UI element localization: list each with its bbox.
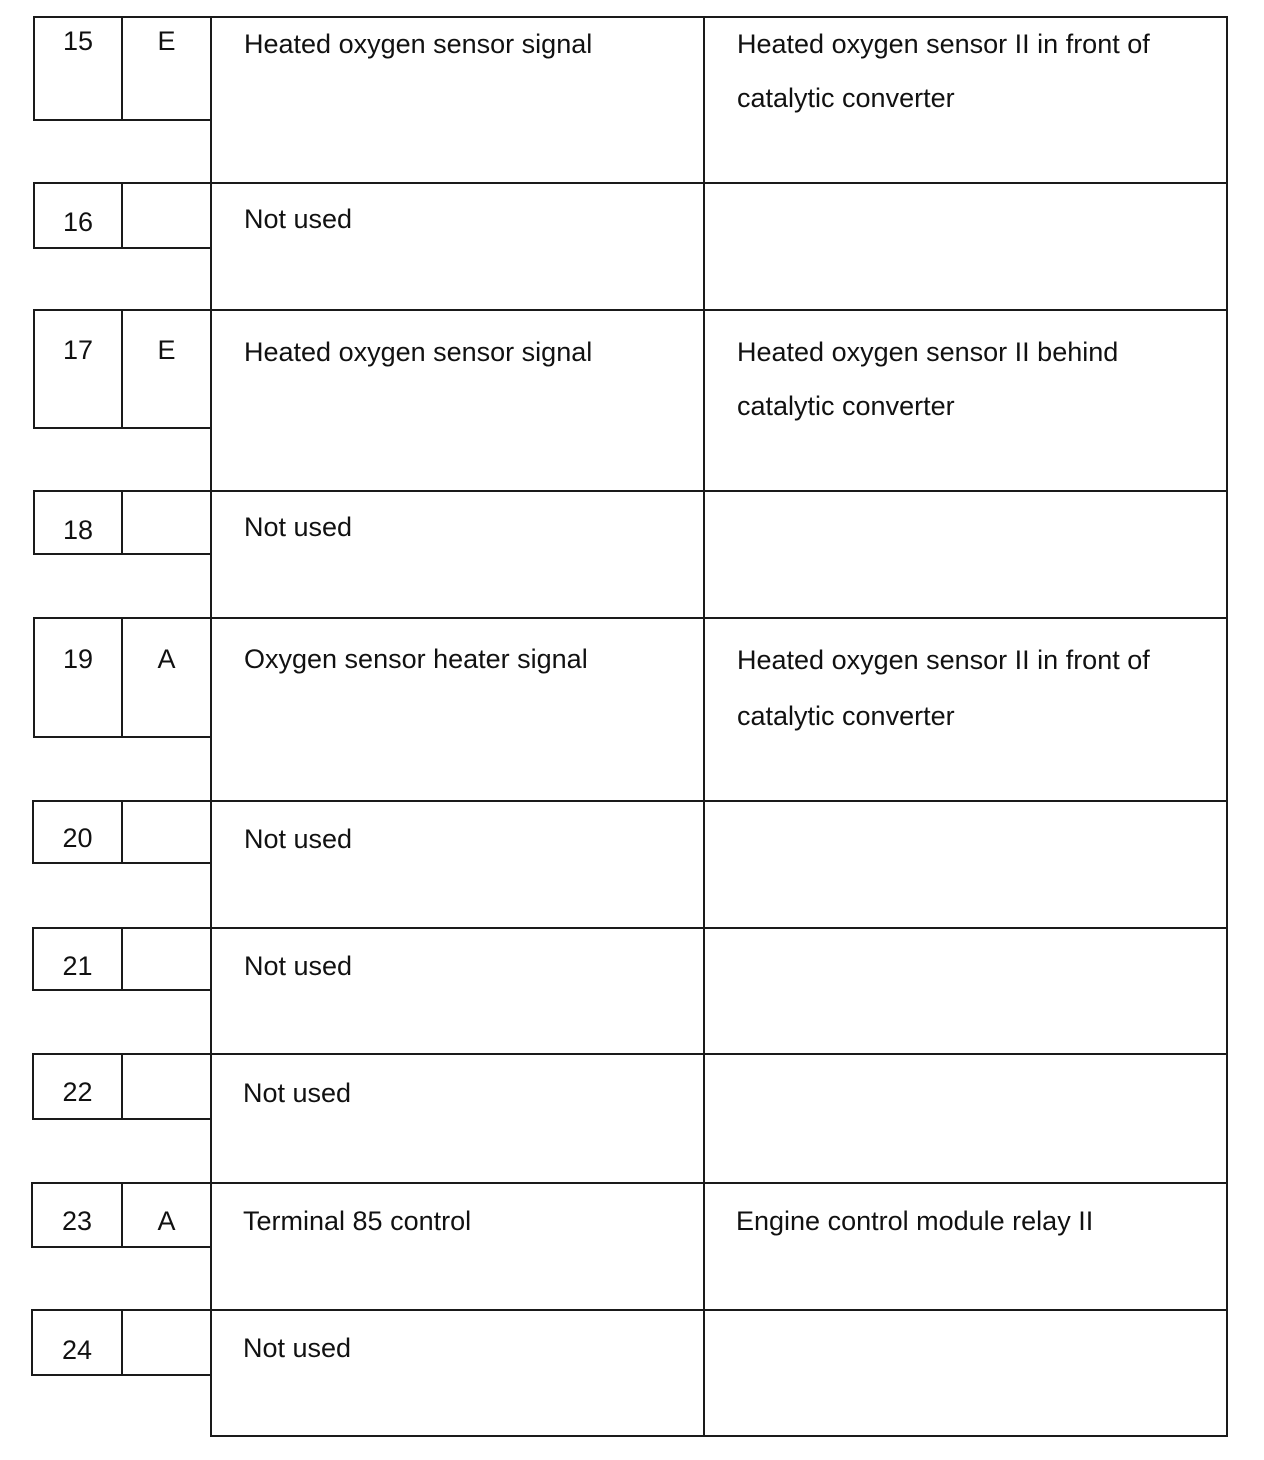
location-cell [703, 1182, 1228, 1248]
signal-description: Not used [244, 951, 353, 981]
signal-description: Not used [244, 204, 353, 234]
spacer-row [210, 736, 1228, 802]
signal-code: E [157, 26, 176, 56]
location-cell [703, 16, 1228, 121]
location-cell [703, 927, 1228, 991]
code-cell [121, 1309, 212, 1376]
pin-number: 24 [61, 1335, 93, 1365]
description-cell [210, 617, 705, 738]
pin-cell [31, 1182, 123, 1248]
code-cell [121, 490, 212, 555]
pin-number: 18 [62, 515, 94, 545]
table-row [0, 1182, 1264, 1248]
pin-cell [32, 1053, 123, 1120]
location-cell [703, 309, 1228, 429]
signal-description: Not used [244, 824, 353, 854]
spacer-row [210, 862, 1228, 929]
pin-number: 21 [62, 951, 93, 981]
pin-cell [33, 617, 123, 738]
table-row [0, 1053, 1264, 1120]
description-cell [210, 1309, 705, 1376]
pin-number: 16 [62, 207, 94, 237]
table-row [0, 16, 1264, 121]
signal-description: Terminal 85 control [243, 1206, 472, 1236]
table-row [0, 1309, 1264, 1376]
pin-number: 19 [62, 644, 94, 674]
table-row [0, 927, 1264, 991]
pin-cell [33, 309, 123, 429]
pin-cell [33, 16, 123, 121]
component-location: Heated oxygen sensor II in front of catalytic converter [737, 29, 1150, 113]
spacer-row [210, 247, 1228, 311]
code-cell [121, 182, 212, 249]
spacer-row [210, 1246, 1228, 1311]
code-cell [121, 309, 212, 429]
table-row [0, 182, 1264, 249]
pin-number: 22 [62, 1077, 93, 1107]
signal-description: Heated oxygen sensor signal [244, 337, 593, 367]
description-cell [210, 490, 705, 555]
description-cell [210, 16, 705, 121]
table-row [0, 800, 1264, 864]
signal-description: Oxygen sensor heater signal [244, 644, 588, 674]
spacer-row [210, 989, 1228, 1055]
spacer-row [210, 553, 1228, 619]
pin-number: 20 [62, 823, 93, 853]
description-cell [210, 927, 705, 991]
spacer-row [210, 119, 1228, 184]
pin-number: 17 [62, 335, 94, 365]
signal-description: Not used [244, 512, 353, 542]
location-cell [703, 182, 1228, 249]
pin-cell [32, 800, 123, 864]
description-cell [210, 800, 705, 864]
description-cell [210, 309, 705, 429]
spacer-row [210, 427, 1228, 492]
pin-cell [31, 1309, 123, 1376]
location-cell [703, 1053, 1228, 1120]
table-row [0, 309, 1264, 429]
location-cell [703, 800, 1228, 864]
signal-code: A [157, 1206, 176, 1236]
pin-number: 23 [61, 1206, 93, 1236]
component-location: Heated oxygen sensor II in front of catalytic converter [737, 645, 1150, 731]
description-cell [210, 182, 705, 249]
location-cell [703, 490, 1228, 555]
component-location: Heated oxygen sensor II behind catalytic converter [737, 337, 1119, 421]
location-cell [703, 1309, 1228, 1376]
location-cell [703, 617, 1228, 738]
pin-cell [33, 490, 123, 555]
signal-description: Not used [243, 1333, 352, 1363]
signal-code: A [157, 644, 176, 674]
signal-code: E [157, 335, 176, 365]
table-row [0, 490, 1264, 555]
code-cell [121, 927, 212, 991]
code-cell [121, 1053, 212, 1120]
description-cell [210, 1182, 705, 1248]
code-cell [121, 1182, 212, 1248]
signal-description: Heated oxygen sensor signal [244, 29, 593, 59]
spacer-row [210, 1118, 1228, 1184]
signal-description: Not used [243, 1078, 352, 1108]
pin-cell [33, 182, 123, 249]
pin-cell [32, 927, 123, 991]
description-cell [210, 1053, 705, 1120]
code-cell [121, 800, 212, 864]
code-cell [121, 617, 212, 738]
component-location: Engine control module relay II [736, 1206, 1094, 1236]
code-cell [121, 16, 212, 121]
spacer-row [210, 1374, 1228, 1437]
pin-number: 15 [62, 26, 94, 56]
table-row [0, 617, 1264, 738]
